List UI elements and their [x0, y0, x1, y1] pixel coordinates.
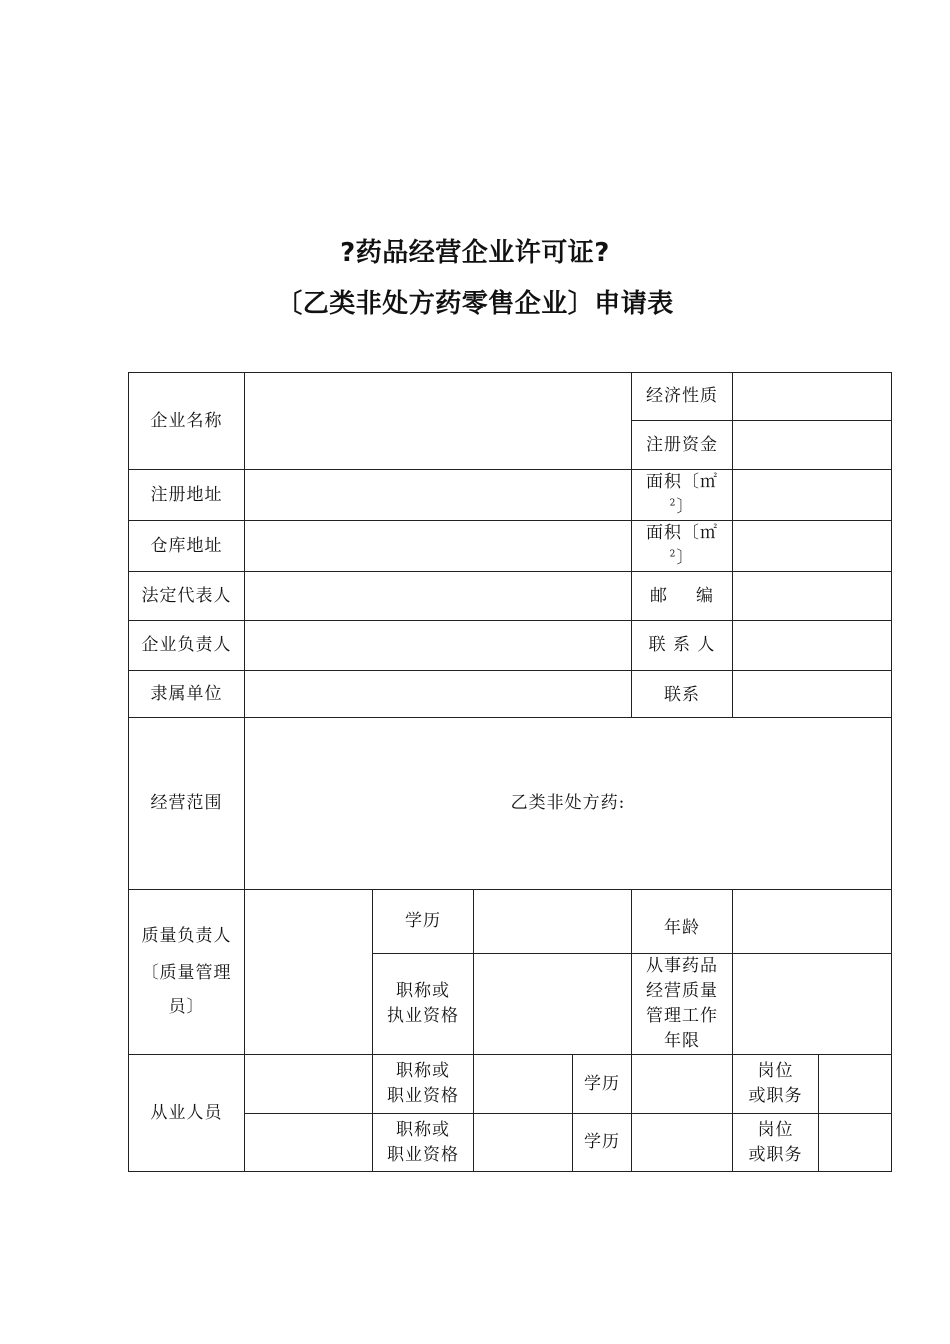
postcode-field[interactable]: [733, 572, 892, 621]
staff-education-label-2: 学历: [573, 1114, 632, 1172]
experience-years-field[interactable]: [733, 954, 892, 1055]
area-field[interactable]: [733, 470, 892, 521]
quality-title-label: 职称或 执业资格: [373, 954, 474, 1055]
experience-years-label: 从事药品 经营质量 管理工作 年限: [632, 954, 733, 1055]
business-scope-label: 经营范围: [129, 718, 245, 890]
company-head-label: 企业负责人: [129, 621, 245, 671]
warehouse-address-field[interactable]: [245, 521, 632, 572]
form-title-line1: ?药品经营企业许可证?: [340, 238, 610, 268]
business-scope-field[interactable]: 乙类非处方药:: [245, 718, 892, 890]
quality-education-label: 学历: [373, 890, 474, 954]
company-head-field[interactable]: [245, 621, 632, 671]
company-name-field[interactable]: [245, 373, 632, 470]
economic-nature-field[interactable]: [733, 373, 892, 421]
area-label: 面积〔㎡$^2$〕: [632, 470, 733, 521]
registered-address-label: 注册地址: [129, 470, 245, 521]
contact-label: 联系: [632, 671, 733, 718]
registered-capital-field[interactable]: [733, 421, 892, 470]
staff-title-field-2[interactable]: [474, 1114, 573, 1172]
legal-rep-label: 法定代表人: [129, 572, 245, 621]
quality-title-field[interactable]: [474, 954, 632, 1055]
warehouse-area-label: 面积〔㎡$^2$〕: [632, 521, 733, 572]
form-title-line2: 〔乙类非处方药零售企业〕申请表: [276, 289, 674, 319]
staff-name-field-2[interactable]: [245, 1114, 373, 1172]
staff-education-label-1: 学历: [573, 1055, 632, 1114]
staff-title-label-1: 职称或 职业资格: [373, 1055, 474, 1114]
quality-head-label: 质量负责人 〔质量管理 员〕: [129, 890, 245, 1055]
warehouse-address-label: 仓库地址: [129, 521, 245, 572]
age-field[interactable]: [733, 890, 892, 954]
staff-education-field-2[interactable]: [632, 1114, 733, 1172]
affiliated-unit-field[interactable]: [245, 671, 632, 718]
staff-title-label-2: 职称或 职业资格: [373, 1114, 474, 1172]
contact-person-label: 联 系 人: [632, 621, 733, 671]
legal-rep-field[interactable]: [245, 572, 632, 621]
age-label: 年龄: [632, 890, 733, 954]
registered-capital-label: 注册资金: [632, 421, 733, 470]
staff-position-field-1[interactable]: [819, 1055, 892, 1114]
staff-title-field-1[interactable]: [474, 1055, 573, 1114]
registered-address-field[interactable]: [245, 470, 632, 521]
quality-education-field[interactable]: [474, 890, 632, 954]
warehouse-area-field[interactable]: [733, 521, 892, 572]
quality-head-name-field[interactable]: [245, 890, 373, 1055]
contact-person-field[interactable]: [733, 621, 892, 671]
economic-nature-label: 经济性质: [632, 373, 733, 421]
affiliated-unit-label: 隶属单位: [129, 671, 245, 718]
contact-field[interactable]: [733, 671, 892, 718]
company-name-label: 企业名称: [129, 373, 245, 470]
staff-position-label-1: 岗位 或职务: [733, 1055, 819, 1114]
postcode-label: 邮 编: [632, 572, 733, 621]
staff-education-field-1[interactable]: [632, 1055, 733, 1114]
staff-name-field-1[interactable]: [245, 1055, 373, 1114]
application-form-table: [128, 372, 892, 1172]
staff-label: 从业人员: [129, 1055, 245, 1172]
staff-position-field-2[interactable]: [819, 1114, 892, 1172]
staff-position-label-2: 岗位 或职务: [733, 1114, 819, 1172]
